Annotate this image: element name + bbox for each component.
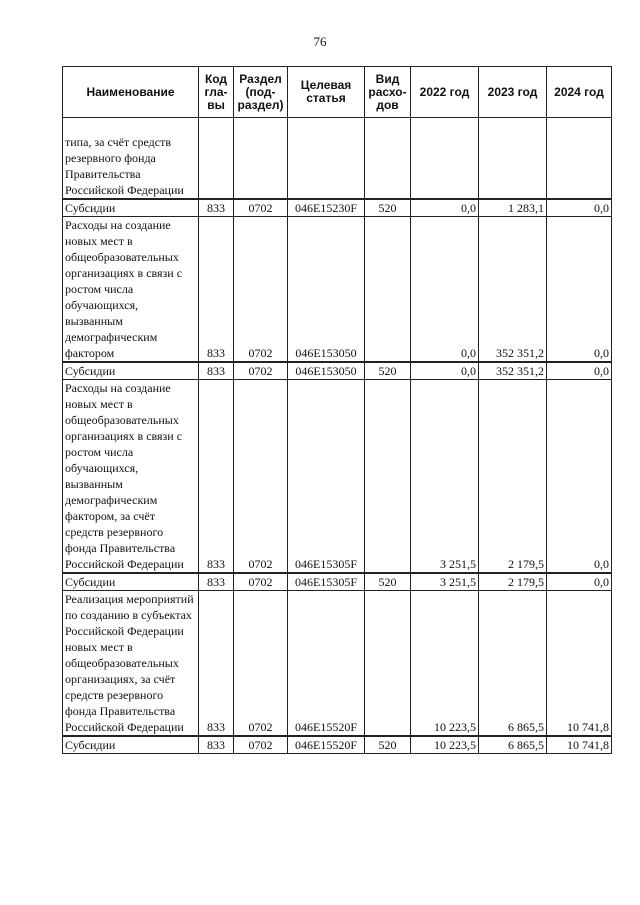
row-name: Субсидии xyxy=(63,573,199,591)
row-2022: 0,0 xyxy=(411,217,479,363)
row-target: 046E153050 xyxy=(288,362,365,380)
row-2023: 2 179,5 xyxy=(479,380,547,574)
row-2023: 2 179,5 xyxy=(479,573,547,591)
header-target-article: Целевая статья xyxy=(288,67,365,118)
row-2023: 1 283,1 xyxy=(479,199,547,217)
row-chapter: 833 xyxy=(199,217,234,363)
row-2024 xyxy=(547,118,612,200)
row-section: 0702 xyxy=(234,380,288,574)
row-2022: 0,0 xyxy=(411,199,479,217)
row-target: 046E15520F xyxy=(288,736,365,754)
row-name: Расходы на создание новых мест в общеобразовательных организациях в связи с ростом числа обучающихся, вызванным демографическим фактором xyxy=(63,217,199,363)
row-type: 520 xyxy=(365,736,411,754)
row-2023: 6 865,5 xyxy=(479,591,547,737)
row-2022: 3 251,5 xyxy=(411,573,479,591)
header-year-2022: 2022 год xyxy=(411,67,479,118)
row-2022: 0,0 xyxy=(411,362,479,380)
table-row xyxy=(63,362,612,380)
row-2024: 10 741,8 xyxy=(547,591,612,737)
row-2022: 10 223,5 xyxy=(411,736,479,754)
row-section: 0702 xyxy=(234,362,288,380)
row-2024: 0,0 xyxy=(547,362,612,380)
header-chapter-code: Код гла- вы xyxy=(199,67,234,118)
row-target xyxy=(288,118,365,200)
table-row xyxy=(63,736,612,754)
row-type: 520 xyxy=(365,362,411,380)
table-row xyxy=(63,199,612,217)
table-row xyxy=(63,573,612,591)
row-2024: 0,0 xyxy=(547,217,612,363)
row-section: 0702 xyxy=(234,199,288,217)
row-name: Субсидии xyxy=(63,736,199,754)
row-2023: 352 351,2 xyxy=(479,217,547,363)
row-chapter: 833 xyxy=(199,362,234,380)
row-target: 046E15305F xyxy=(288,573,365,591)
row-name: типа, за счёт средств резервного фонда Правительства Российской Федерации xyxy=(63,118,199,200)
row-target: 046E15305F xyxy=(288,380,365,574)
row-target: 046E15520F xyxy=(288,591,365,737)
header-year-2023: 2023 год xyxy=(479,67,547,118)
row-section: 0702 xyxy=(234,217,288,363)
header-name: Наименование xyxy=(63,67,199,118)
row-2024: 10 741,8 xyxy=(547,736,612,754)
row-name: Субсидии xyxy=(63,199,199,217)
table-row xyxy=(63,591,612,737)
row-chapter xyxy=(199,118,234,200)
row-2023 xyxy=(479,118,547,200)
row-chapter: 833 xyxy=(199,591,234,737)
row-type xyxy=(365,591,411,737)
row-chapter: 833 xyxy=(199,573,234,591)
row-2023: 352 351,2 xyxy=(479,362,547,380)
header-row xyxy=(63,67,612,118)
row-2024: 0,0 xyxy=(547,199,612,217)
row-2022: 3 251,5 xyxy=(411,380,479,574)
row-type: 520 xyxy=(365,199,411,217)
row-chapter: 833 xyxy=(199,199,234,217)
row-target: 046E153050 xyxy=(288,217,365,363)
row-type: 520 xyxy=(365,573,411,591)
budget-table xyxy=(62,66,612,754)
row-section: 0702 xyxy=(234,591,288,737)
table-row xyxy=(63,380,612,574)
header-year-2024: 2024 год xyxy=(547,67,612,118)
header-section: Раздел (под- раздел) xyxy=(234,67,288,118)
row-chapter: 833 xyxy=(199,736,234,754)
row-2024: 0,0 xyxy=(547,573,612,591)
row-name: Субсидии xyxy=(63,362,199,380)
row-name: Реализация мероприятий по созданию в субъектах Российской Федерации новых мест в общеобразовательных организациях, за счёт средств резервного фонда Правительства Российской Федерации xyxy=(63,591,199,737)
row-chapter: 833 xyxy=(199,380,234,574)
row-2023: 6 865,5 xyxy=(479,736,547,754)
header-expense-type: Вид расхо- дов xyxy=(365,67,411,118)
row-section xyxy=(234,118,288,200)
page-number: 76 xyxy=(313,34,327,49)
row-section: 0702 xyxy=(234,573,288,591)
row-2022 xyxy=(411,118,479,200)
table-row xyxy=(63,217,612,363)
row-type xyxy=(365,380,411,574)
table-row xyxy=(63,118,612,200)
row-type xyxy=(365,118,411,200)
row-target: 046E15230F xyxy=(288,199,365,217)
row-name: Расходы на создание новых мест в общеобразовательных организациях в связи с ростом числа обучающихся, вызванным демографическим фактором, за счёт средств резервного фонда Правительства Российской Федерации xyxy=(63,380,199,574)
row-2022: 10 223,5 xyxy=(411,591,479,737)
row-section: 0702 xyxy=(234,736,288,754)
row-2024: 0,0 xyxy=(547,380,612,574)
row-type xyxy=(365,217,411,363)
